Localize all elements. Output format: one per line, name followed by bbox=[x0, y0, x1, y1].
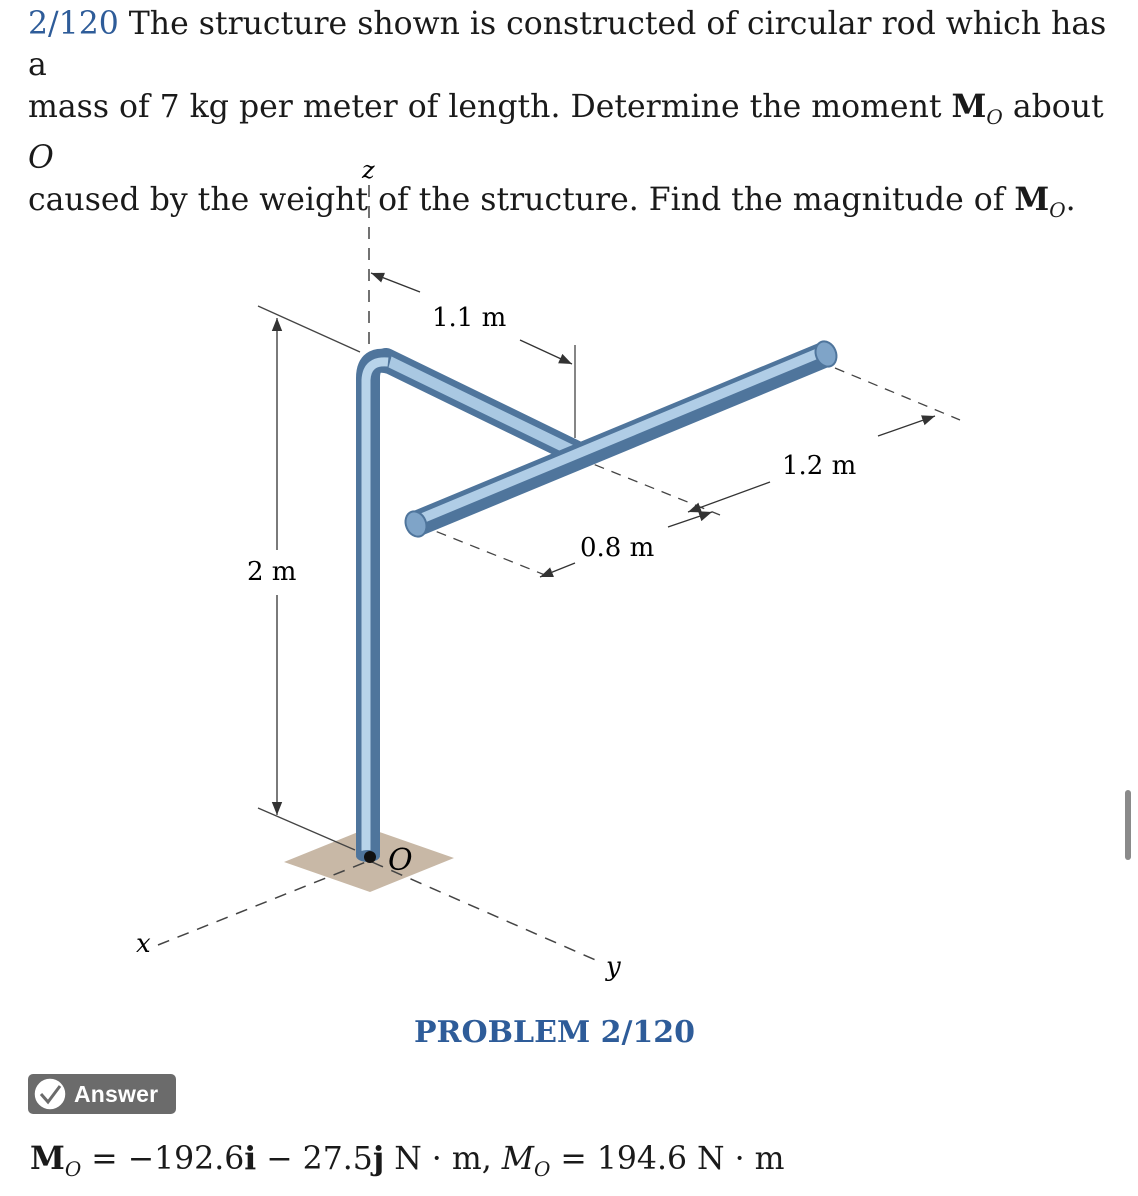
dim-2m-label: 2 m bbox=[247, 557, 297, 587]
answer-part-2: − 27.5 bbox=[256, 1141, 373, 1177]
problem-text-period: . bbox=[1065, 182, 1076, 218]
dim-0-8m-line-a bbox=[540, 563, 575, 577]
problem-text-about: about bbox=[1002, 89, 1104, 125]
dim-0-8m-line-b bbox=[668, 512, 712, 527]
check-circle-icon bbox=[32, 1076, 68, 1112]
axis-x-label: x bbox=[136, 929, 151, 959]
dim-1-1m-line-b bbox=[520, 340, 572, 364]
axis-y-label: y bbox=[606, 952, 621, 982]
rod-diagonal-highlight bbox=[386, 360, 575, 452]
answer-button[interactable] bbox=[28, 1074, 176, 1114]
answer-unit-j: j bbox=[372, 1140, 385, 1177]
rod-vertical-bend bbox=[368, 361, 390, 855]
scrollbar-thumb[interactable] bbox=[1125, 790, 1131, 860]
problem-text-line3: caused by the weight of the structure. Find the magnitude of bbox=[28, 182, 1015, 218]
dim-1-2m-line-b bbox=[688, 482, 770, 512]
moment-subscript: O bbox=[986, 105, 1003, 129]
answer-subscript-2: O bbox=[534, 1157, 551, 1181]
dim-1-2m-label: 1.2 m bbox=[782, 451, 857, 481]
problem-text-line2: mass of 7 kg per meter of length. Determine the moment bbox=[28, 89, 952, 125]
origin-label: O bbox=[388, 843, 413, 878]
projection-line bbox=[835, 368, 960, 420]
axis-z-label: z bbox=[362, 156, 375, 184]
figure-caption: PROBLEM 2/120 bbox=[414, 1015, 696, 1050]
x-axis-line bbox=[158, 862, 366, 945]
problem-text-line1: The structure shown is constructed of circular rod which has a bbox=[28, 6, 1107, 83]
problem-number: 2/120 bbox=[28, 6, 119, 42]
answer-moment-symbol: M bbox=[30, 1140, 65, 1177]
origin-point bbox=[364, 851, 376, 863]
structure-figure bbox=[0, 150, 1138, 1070]
answer-expression bbox=[30, 1140, 785, 1181]
dim-2m-ext-top bbox=[258, 306, 360, 352]
answer-magnitude-symbol: M bbox=[501, 1141, 534, 1177]
answer-part-1: = −192.6 bbox=[81, 1141, 245, 1177]
answer-button-label: Answer bbox=[74, 1080, 159, 1107]
answer-part-4: = 194.6 N · m bbox=[550, 1141, 785, 1177]
answer-subscript: O bbox=[64, 1157, 82, 1181]
dim-1-1m-label: 1.1 m bbox=[432, 303, 507, 333]
point-o-symbol: O bbox=[28, 140, 54, 176]
answer-part-3: N · m, bbox=[384, 1141, 502, 1177]
answer-unit-i: i bbox=[244, 1140, 257, 1177]
dim-1-2m-line-a bbox=[878, 416, 935, 436]
projection-line bbox=[420, 525, 545, 575]
dim-2m-ext-bottom bbox=[258, 808, 355, 850]
projection-line bbox=[578, 458, 720, 515]
moment-symbol-2: M bbox=[1014, 181, 1050, 218]
rod-cross-highlight bbox=[418, 350, 826, 520]
dim-0-8m-label: 0.8 m bbox=[580, 533, 655, 563]
moment-subscript-2: O bbox=[1049, 198, 1066, 222]
dim-1-1m-line-a bbox=[371, 273, 420, 292]
moment-symbol: M bbox=[951, 88, 987, 125]
